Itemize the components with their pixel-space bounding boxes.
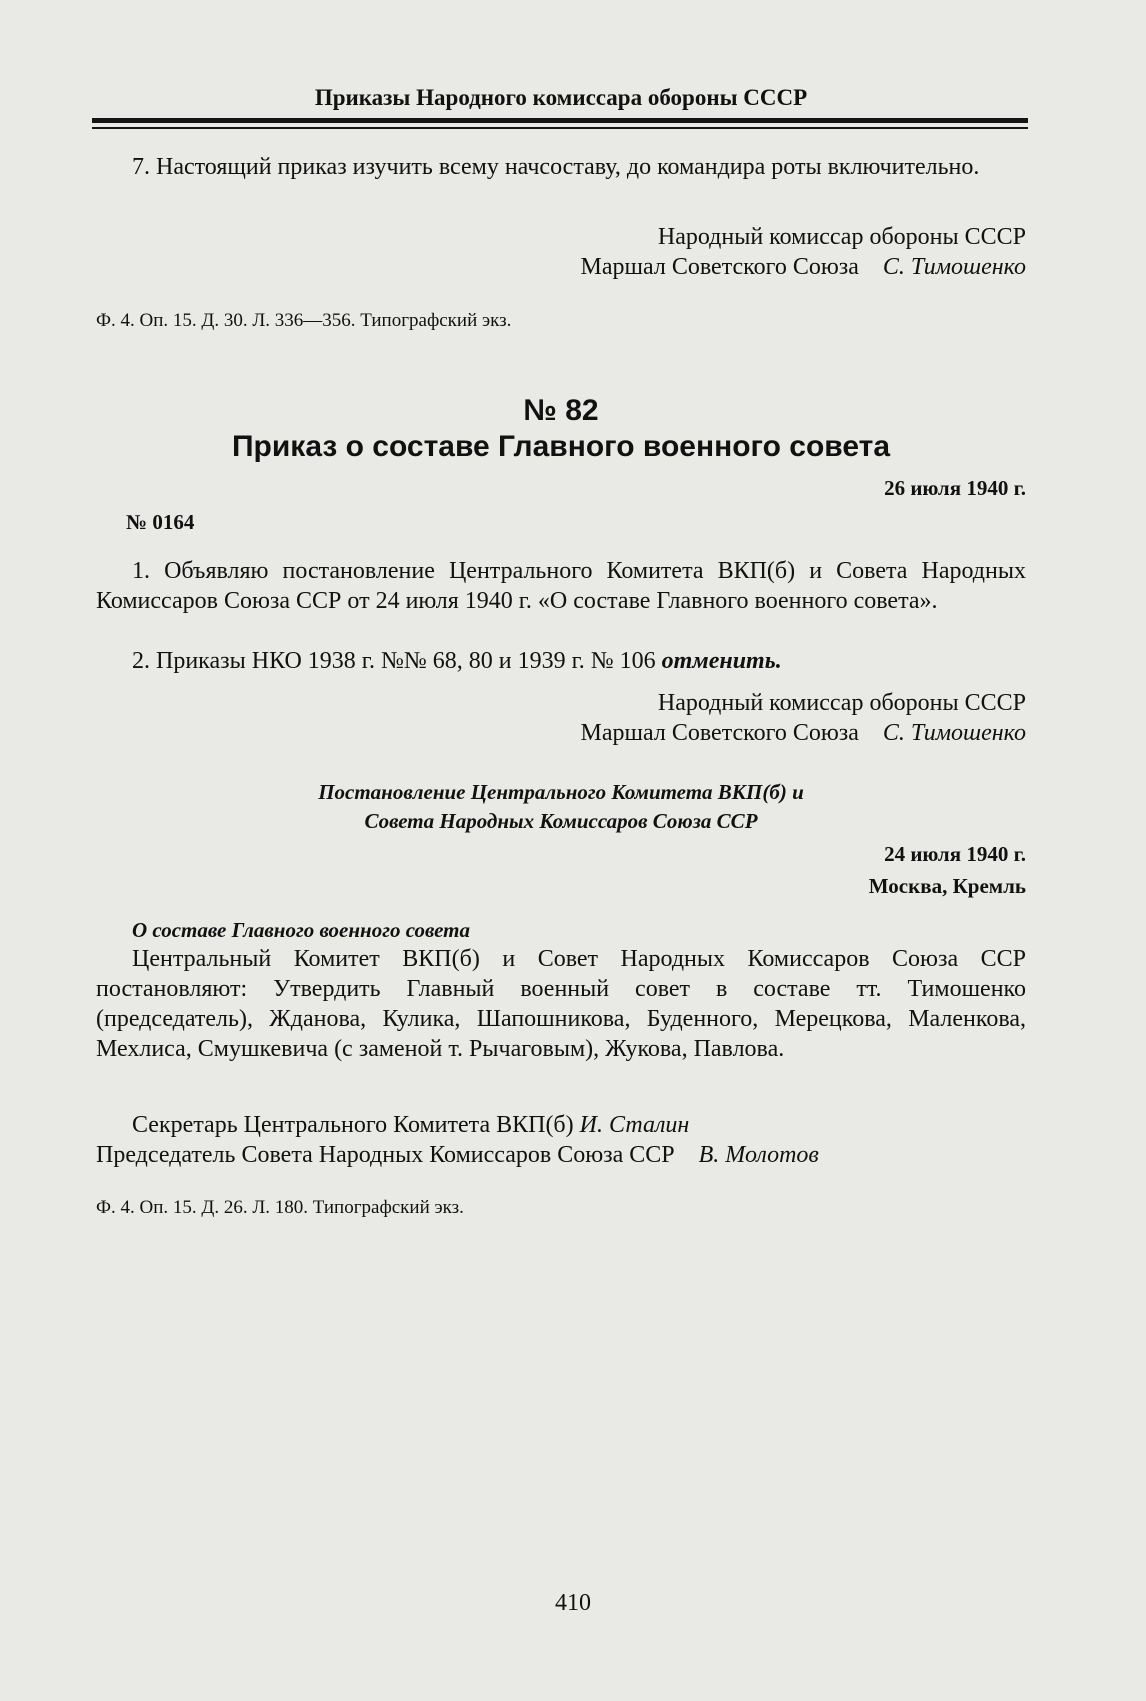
signature-name: С. Тимошенко xyxy=(882,720,1026,746)
signature-1-title: Секретарь Центрального Комитета ВКП(б) xyxy=(132,1112,574,1138)
resolution-place: Москва, Кремль xyxy=(868,874,1026,898)
signature-2-title: Председатель Совета Народных Комиссаров Союза ССР xyxy=(96,1142,675,1168)
prev-order-source: Ф. 4. Оп. 15. Д. 30. Л. 336—356. Типографский экз. xyxy=(96,310,512,331)
order-title: Приказ о составе Главного военного совета xyxy=(231,430,891,463)
prev-order-item-7: 7. Настоящий приказ изучить всему начсоставу, до командира роты включительно. xyxy=(132,154,980,180)
signature-position: Народный комиссар обороны СССР xyxy=(657,690,1026,716)
signature-line-2 xyxy=(96,1140,1026,1170)
signature-rank-line xyxy=(96,718,1026,748)
resolution-source: Ф. 4. Оп. 15. Д. 26. Л. 180. Типографский экз. xyxy=(96,1197,464,1218)
page-number: 410 xyxy=(555,1590,591,1616)
signature-name: С. Тимошенко xyxy=(882,254,1026,280)
order-item-2-emphasis: отменить. xyxy=(661,648,782,674)
order-number: № 82 xyxy=(523,394,599,427)
header-rule-thin xyxy=(92,127,1028,129)
signature-rank: Маршал Советского Союза xyxy=(580,254,859,280)
resolution-heading-line-1: Постановление Центрального Комитета ВКП(б) и xyxy=(318,780,804,804)
signature-position: Народный комиссар обороны СССР xyxy=(657,224,1026,250)
signature-2-name: В. Молотов xyxy=(698,1142,819,1168)
order-item-1: 1. Объявляю постановление Центрального Комитета ВКП(б) и Совета Народных Комиссаров Союза ССР от 24 июля 1940 г. «О составе Главного военного совета». xyxy=(96,558,1026,614)
order-date: 26 июля 1940 г. xyxy=(884,476,1026,500)
resolution-subject: О составе Главного военного совета xyxy=(132,918,470,942)
prev-order-signature xyxy=(96,222,1026,282)
resolution-text: Центральный Комитет ВКП(б) и Совет Народных Комиссаров Союза ССР постановляют: Утвердить Главный военный совет в составе тт. Тимошенко (председатель), Жданова, Кулика, Шапошникова, Буденного, Мерецкова, Маленкова, Мехлиса, Смушкевича (с заменой т. Рычаговым), Жукова, Павлова. xyxy=(96,946,1026,1062)
resolution-date: 24 июля 1940 г. xyxy=(884,842,1026,866)
header-rule-thick xyxy=(92,118,1028,123)
signature-rank-line xyxy=(96,252,1026,282)
resolution-heading-line-2: Совета Народных Комиссаров Союза ССР xyxy=(364,809,758,833)
running-header: Приказы Народного комиссара обороны СССР xyxy=(314,85,808,110)
order-item-2 xyxy=(96,646,1026,676)
resolution-heading xyxy=(96,778,1026,836)
signature-1-name: И. Сталин xyxy=(579,1112,690,1138)
order-signature xyxy=(96,688,1026,748)
order-doc-number: № 0164 xyxy=(126,510,195,534)
signature-line-1 xyxy=(96,1110,1026,1140)
signature-rank: Маршал Советского Союза xyxy=(580,720,859,746)
order-item-2-text: 2. Приказы НКО 1938 г. №№ 68, 80 и 1939 г. № 106 xyxy=(132,648,656,674)
resolution-signatures xyxy=(96,1110,1026,1170)
